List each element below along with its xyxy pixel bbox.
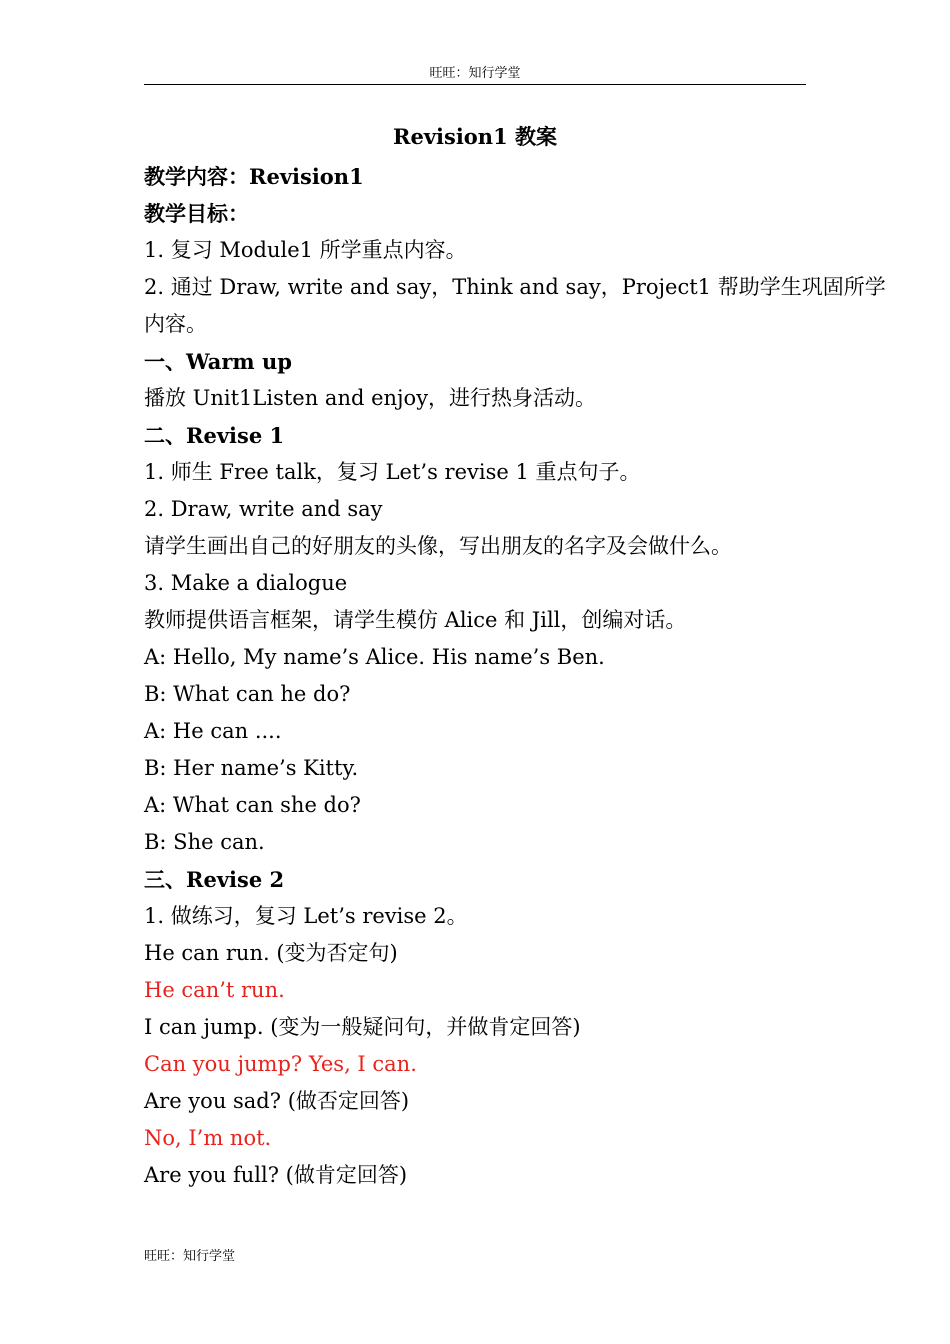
text-line: I can jump. (变为一般疑问句，并做肯定回答) bbox=[144, 1015, 581, 1039]
document-title: Revision1 教案 bbox=[393, 124, 557, 149]
section-heading: 教学内容：Revision1 bbox=[144, 164, 364, 189]
text-line: Are you full? (做肯定回答) bbox=[144, 1163, 408, 1187]
text-line: 3. Make a dialogue bbox=[144, 571, 348, 595]
text-line: 1. 复习 Module1 所学重点内容。 bbox=[144, 238, 467, 262]
page-footer: 旺旺：知行学堂 bbox=[144, 1249, 236, 1264]
document-body bbox=[144, 158, 886, 1194]
text-line: Are you sad? (做否定回答) bbox=[144, 1089, 410, 1113]
text-line: 内容。 bbox=[144, 312, 207, 336]
text-line: A: Hello, My name’s Alice. His name’s Ben. bbox=[144, 645, 605, 669]
text-line: A: What can she do? bbox=[144, 793, 361, 817]
text-line: B: Her name’s Kitty. bbox=[144, 756, 359, 780]
text-line: 2. Draw, write and say bbox=[144, 497, 383, 521]
section-heading: 三、Revise 2 bbox=[144, 867, 285, 892]
answer-line: No, I’m not. bbox=[144, 1126, 272, 1150]
section-heading: 一、Warm up bbox=[144, 349, 292, 374]
text-line: 2. 通过 Draw, write and say，Think and say，Project1 帮助学生巩固所学 bbox=[144, 275, 886, 299]
answer-line: Can you jump? Yes, I can. bbox=[144, 1052, 417, 1076]
text-line: He can run. (变为否定句) bbox=[144, 941, 398, 965]
answer-line: He can’t run. bbox=[144, 978, 285, 1002]
text-line: 教师提供语言框架，请学生模仿 Alice 和 Jill，创编对话。 bbox=[144, 608, 687, 632]
text-line: 播放 Unit1Listen and enjoy，进行热身活动。 bbox=[144, 386, 597, 410]
section-heading: 二、Revise 1 bbox=[144, 423, 285, 448]
section-heading: 教学目标： bbox=[144, 201, 249, 226]
text-line: A: He can .... bbox=[144, 719, 282, 743]
page-header: 旺旺：知行学堂 bbox=[144, 64, 806, 85]
text-line: B: She can. bbox=[144, 830, 265, 854]
text-line: 请学生画出自己的好朋友的头像，写出朋友的名字及会做什么。 bbox=[144, 534, 732, 558]
text-line: B: What can he do? bbox=[144, 682, 351, 706]
text-line: 1. 做练习，复习 Let’s revise 2。 bbox=[144, 904, 468, 928]
text-line: 1. 师生 Free talk，复习 Let’s revise 1 重点句子。 bbox=[144, 460, 641, 484]
